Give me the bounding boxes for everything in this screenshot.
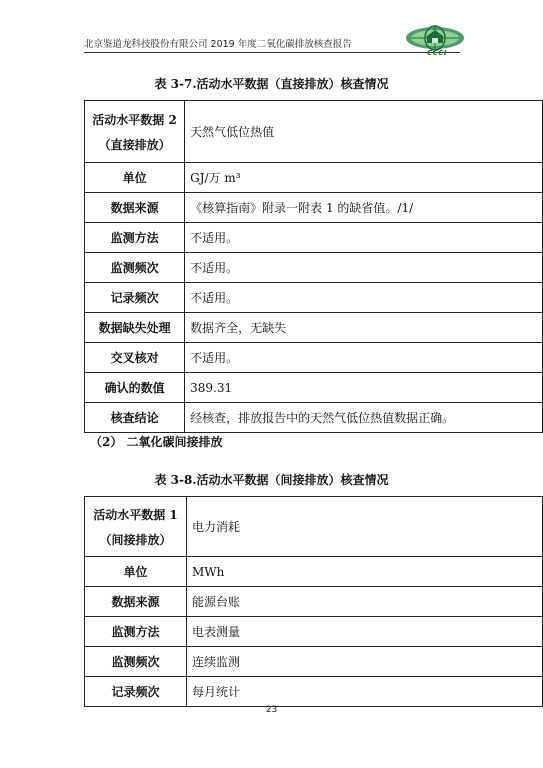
table-row: [85, 253, 543, 283]
row-value: 连续监测: [186, 647, 542, 677]
row-label: 监测频次: [85, 253, 185, 283]
table2-caption: 表 3-8.活动水平数据（间接排放）核查情况: [154, 473, 389, 487]
indirect-emission-table: [84, 496, 543, 707]
row-label-line2: （直接排放）: [98, 137, 171, 152]
row-label: 核查结论: [85, 403, 185, 433]
row-value: 不适用。: [185, 223, 543, 253]
section-heading: （2） 二氧化碳间接排放: [90, 435, 223, 449]
row-label: [85, 497, 187, 557]
row-value: 389.31: [185, 373, 543, 403]
row-value: 不适用。: [185, 343, 543, 373]
row-label-line2: （间接排放）: [99, 532, 172, 547]
row-label: 数据来源: [85, 193, 185, 223]
table-row: [85, 163, 543, 193]
row-value: 不适用。: [185, 253, 543, 283]
table-row: [85, 313, 543, 343]
row-label: 监测频次: [85, 647, 187, 677]
row-label: 监测方法: [85, 617, 187, 647]
page-number: 23: [265, 705, 278, 715]
row-label: 记录频次: [85, 677, 187, 707]
row-label: 数据来源: [85, 587, 187, 617]
direct-emission-table: [84, 100, 543, 433]
table-row: [85, 403, 543, 433]
row-label: [85, 101, 185, 163]
table-row: [85, 193, 543, 223]
row-label-line1: 活动水平数据 2: [92, 112, 177, 127]
row-label: 监测方法: [85, 223, 185, 253]
row-label: 记录频次: [85, 283, 185, 313]
table-row: [85, 557, 543, 587]
table-row: [85, 617, 543, 647]
row-label: 单位: [85, 557, 187, 587]
row-value: 数据齐全，无缺失: [185, 313, 543, 343]
row-value: 《核算指南》附录一附表 1 的缺省值。/1/: [185, 193, 543, 223]
table-row: [85, 587, 543, 617]
table-row: [85, 343, 543, 373]
table1-caption: 表 3-7.活动水平数据（直接排放）核查情况: [154, 77, 389, 91]
table-row: [85, 373, 543, 403]
row-label: 数据缺失处理: [85, 313, 185, 343]
row-value: 能源台账: [186, 587, 542, 617]
row-label: 交叉核对: [85, 343, 185, 373]
logo-text: CCCI: [426, 49, 448, 57]
table-row: [85, 101, 543, 163]
row-value: GJ/万 m³: [185, 163, 543, 193]
row-label: 确认的数值: [85, 373, 185, 403]
row-value: 经核查，排放报告中的天然气低位热值数据正确。: [185, 403, 543, 433]
table-row: [85, 497, 543, 557]
row-value: 电表测量: [186, 617, 542, 647]
ccci-logo: [404, 21, 466, 63]
row-value: MWh: [186, 557, 542, 587]
table-row: [85, 283, 543, 313]
row-value: 天然气低位热值: [185, 101, 543, 163]
header-title: 北京鉴道龙科技股份有限公司 2019 年度二氧化碳排放核查报告: [84, 39, 352, 50]
row-value: 电力消耗: [186, 497, 542, 557]
row-value: 不适用。: [185, 283, 543, 313]
row-label-line1: 活动水平数据 1: [93, 507, 178, 522]
table-row: [85, 677, 543, 707]
table-row: [85, 647, 543, 677]
table-row: [85, 223, 543, 253]
row-label: 单位: [85, 163, 185, 193]
row-value: 每月统计: [186, 677, 542, 707]
